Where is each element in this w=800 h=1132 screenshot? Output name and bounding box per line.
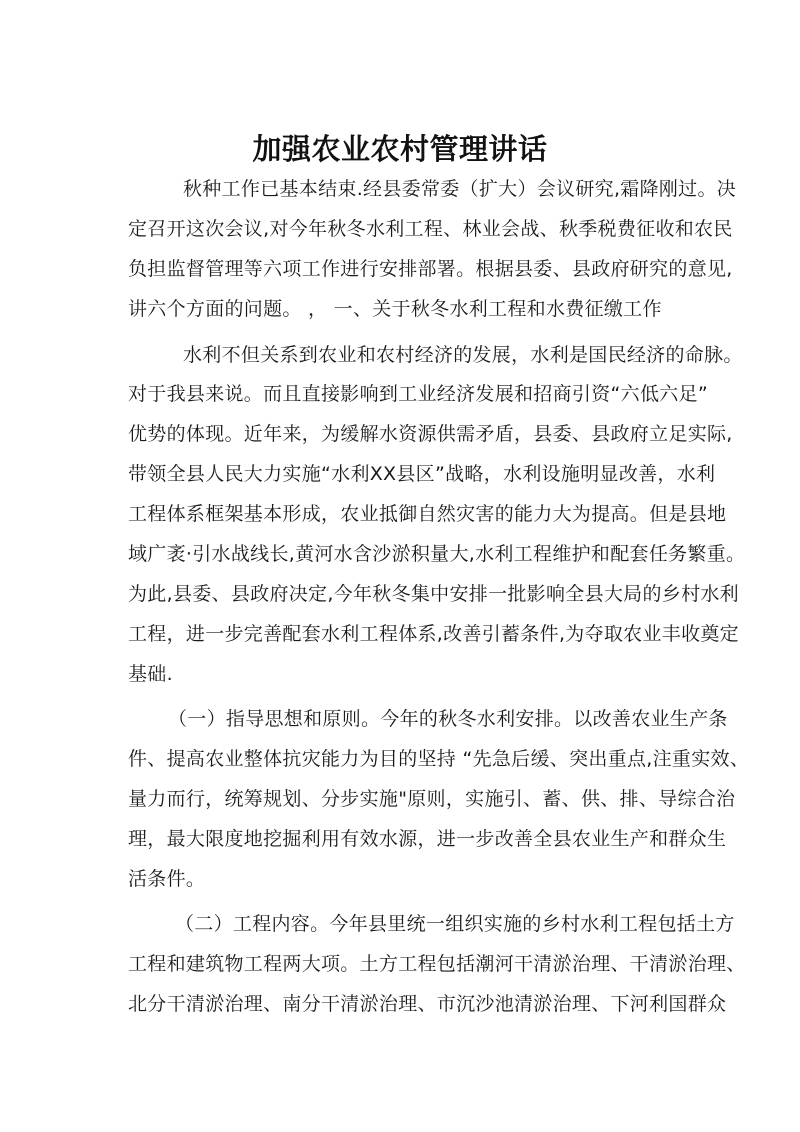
paragraph-4-line-2: 工程和建筑物工程两大项。土方工程包括潮河干清淤治理、干清淤治理、 — [128, 953, 746, 975]
paragraph-2-line-7: 为此,县委、县政府决定,今年秋冬集中安排一批影响全县大局的乡村水利 — [128, 583, 739, 605]
paragraph-4-line-3: 北分干清淤治理、南分干清淤治理、市沉沙池清淤治理、下河利国群众 — [128, 993, 727, 1015]
paragraph-2-line-3: 优势的体现。近年来，为缓解水资源供需矛盾，县委、县政府立足实际, — [128, 423, 733, 445]
paragraph-2-line-9: 基础. — [128, 663, 173, 685]
paragraph-3-line-3: 量力而行，统筹规划、分步实施"原则，实施引、蓄、供、排、导综合治 — [128, 788, 736, 810]
paragraph-1-line-3: 负担监督管理等六项工作进行安排部署。根据县委、县政府研究的意见, — [128, 258, 733, 280]
paragraph-4-line-1: （二）工程内容。今年县里统一组织实施的乡村水利工程包括土方 — [175, 913, 735, 935]
paragraph-2-line-8: 工程，进一步完善配套水利工程体系,改善引蓄条件,为夺取农业丰收奠定 — [128, 623, 739, 645]
paragraph-1-line-1: 秋种工作已基本结束.经县委常委（扩大）会议研究,霜降刚过。决 — [183, 178, 737, 200]
paragraph-2-line-1: 水利不但关系到农业和农村经济的发展，水利是国民经济的命脉。 — [183, 344, 743, 366]
paragraph-2-line-5: 工程体系框架基本形成，农业抵御自然灾害的能力大为提高。但是县地 — [128, 503, 727, 525]
paragraph-1-line-4: 讲六个方面的问题。 ， 一、关于秋冬水利工程和水费征缴工作 — [128, 298, 662, 320]
paragraph-3-line-5: 活条件。 — [128, 868, 206, 890]
paragraph-2-line-4: 带领全县人民大力实施“水利XX县区”战略，水利设施明显改善，水利 — [128, 463, 716, 485]
paragraph-2-line-2: 对于我县来说。而且直接影响到工业经济发展和招商引资“六低六足” — [128, 383, 708, 405]
document-title: 加强农业农村管理讲话 — [252, 132, 548, 166]
paragraph-2-line-6: 域广袤·引水战线长,黄河水含沙淤积量大,水利工程维护和配套任务繁重。 — [128, 543, 746, 565]
paragraph-3-line-1: （一）指导思想和原则。今年的秋冬水利安排。以改善农业生产条 — [168, 708, 728, 730]
paragraph-3-line-4: 理，最大限度地挖掘利用有效水源，进一步改善全县农业生产和群众生 — [128, 828, 727, 850]
paragraph-1-line-2: 定召开这次会议,对今年秋冬水利工程、林业会战、秋季税费征收和农民 — [128, 218, 733, 240]
paragraph-3-line-2: 件、提高农业整体抗灾能力为目的坚持 “先急后缓、突出重点,注重实效、 — [128, 748, 750, 770]
